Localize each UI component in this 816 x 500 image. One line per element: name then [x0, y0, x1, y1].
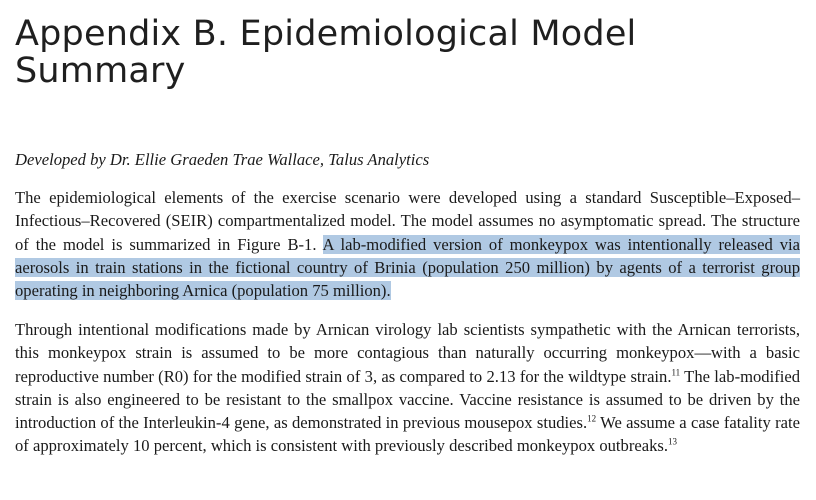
footnote-ref-11[interactable]: 11	[671, 367, 681, 378]
paragraph-text: Through intentional modifications made by Arnican virology lab scientists sympathetic with the Arnican terrorists, this monkeypox strain is assumed to be more contagious than naturally occurring monkeypox—with a basic reproductive number (R0) for the modified strain of 3, as compared to 2.13 for the wildtype strain.	[15, 320, 800, 386]
paragraph-text: We assume a case fatality rate of approximately 10 percent, which is consistent with previously described monkeypox outbreaks.	[15, 413, 801, 456]
highlighted-text[interactable]: A lab-modified version of monkeypox was intentionally released via aerosols in train stations in the fictional country of Brinia (population 250 million) by agents of a terrorist group operating in neighboring Arnica (population 75 million).	[15, 234, 801, 301]
page-title: Appendix B. Epidemiological Model Summary	[15, 14, 637, 91]
byline: Developed by Dr. Ellie Graeden Trae Wallace, Talus Analytics	[15, 150, 430, 169]
footnote-ref-13[interactable]: 13	[668, 436, 677, 447]
paragraph-strain-details	[15, 318, 800, 458]
paragraph-seir-model	[15, 186, 800, 302]
paragraph-text: The lab-modified strain is also engineered to be resistant to the smallpox vaccine. Vaccine resistance is assumed to be driven by the introduction of the Interleukin-4 gene, as demonstrated in previous mousepox studies.	[15, 366, 800, 433]
footnote-ref-12[interactable]: 12	[587, 413, 597, 424]
paragraph-text: The epidemiological elements of the exercise scenario were developed using a standard Susceptible–Exposed–Infectious–Recovered (SEIR) compartmentalized model. The model assumes no asymptomatic spread. The structure of the model is summarized in Figure B-1.	[15, 188, 800, 254]
